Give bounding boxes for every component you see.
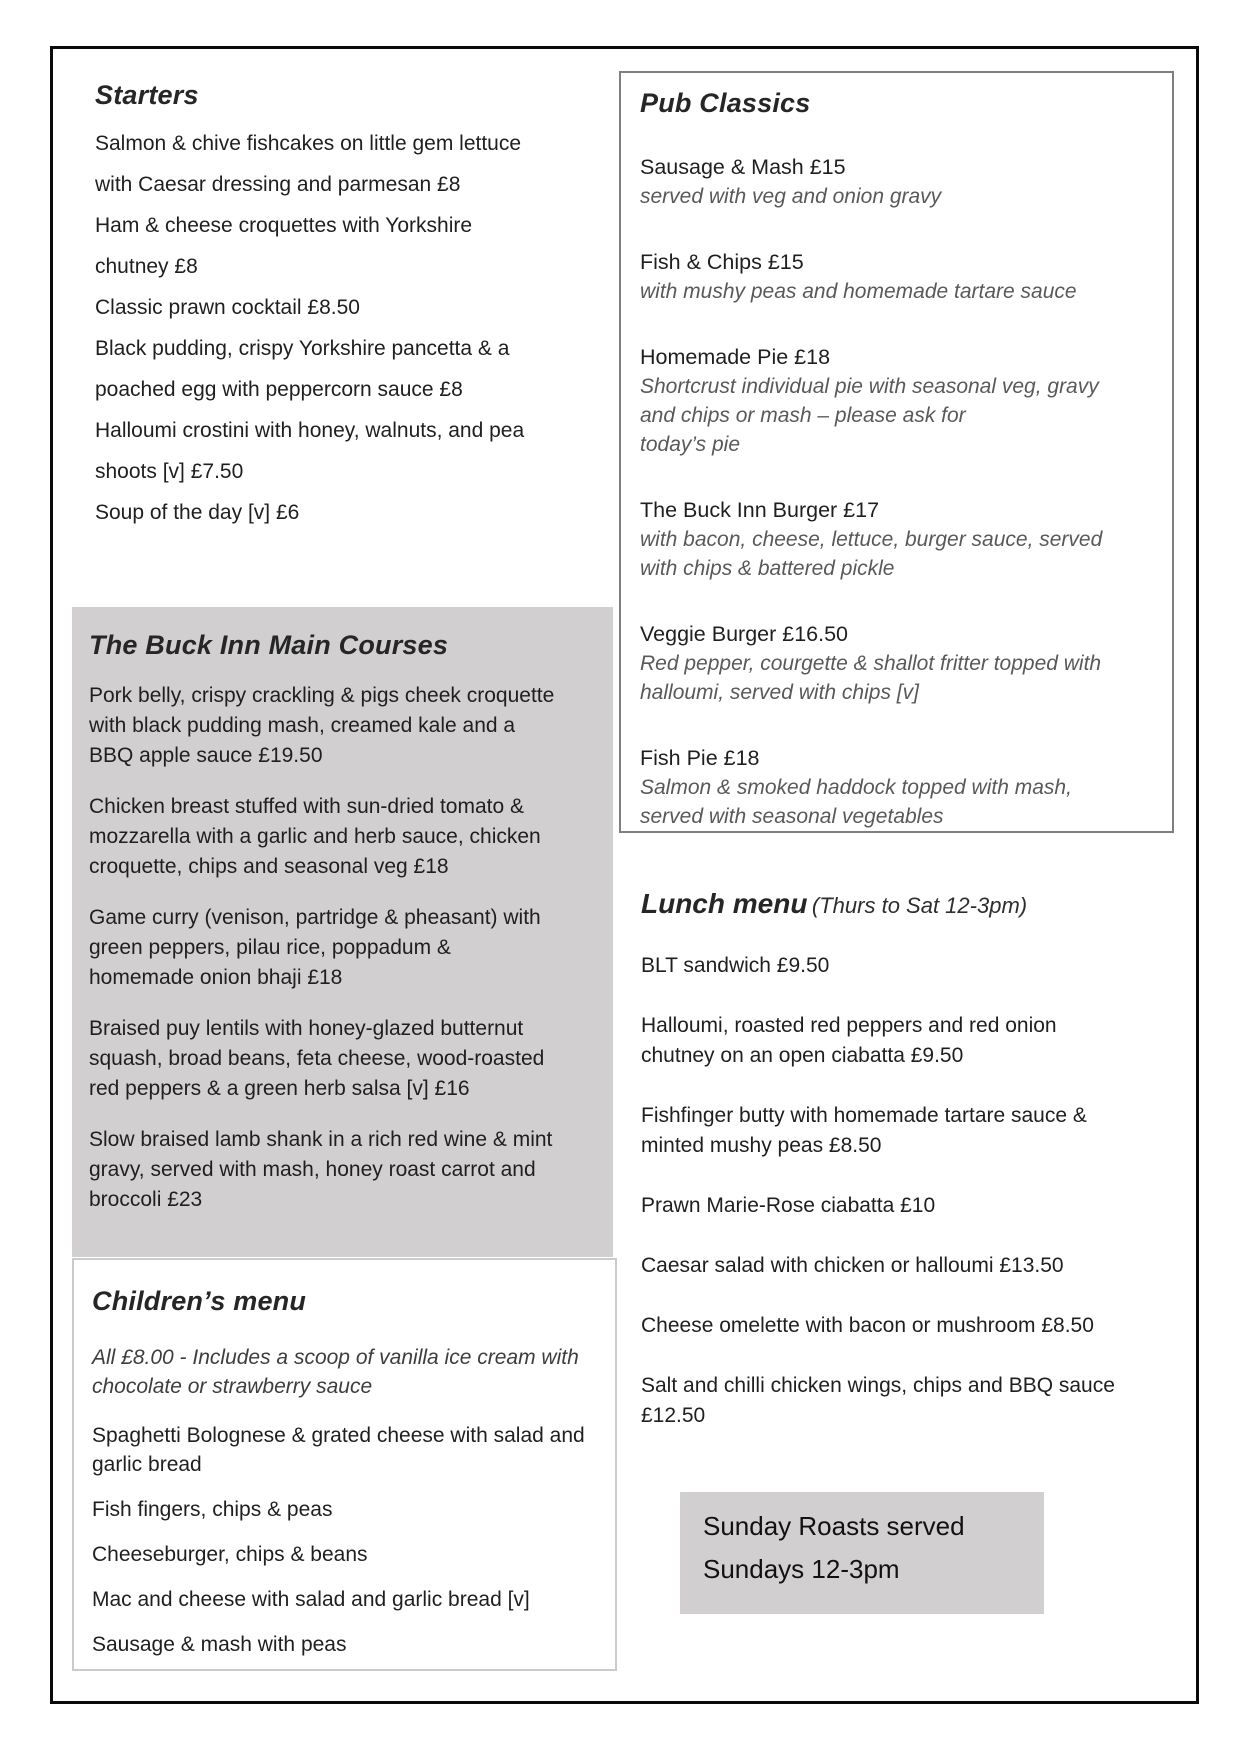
menu-line: halloumi, served with chips [v] — [640, 681, 919, 704]
menu-line: served with veg and onion gravy — [640, 185, 942, 208]
menu-item-description — [640, 277, 1164, 306]
menu-item — [640, 744, 1164, 831]
menu-line: Cheese omelette with bacon or mushroom £8.50 — [641, 1314, 1094, 1337]
menu-item — [89, 903, 603, 993]
menu-item-description — [640, 525, 1164, 583]
sunday-roasts-line: Sunday Roasts served — [703, 1511, 965, 1541]
sunday-roasts-box — [680, 1492, 1044, 1614]
menu-line: with mushy peas and homemade tartare sauce — [640, 280, 1077, 303]
menu-item — [641, 951, 1191, 981]
menu-line: garlic bread — [92, 1453, 202, 1476]
menu-line: Slow braised lamb shank in a rich red wine & mint — [89, 1128, 553, 1151]
pub-classics-items — [640, 153, 1164, 831]
menu-line: green peppers, pilau rice, poppadum & — [89, 936, 451, 959]
menu-line: Game curry (venison, partridge & pheasant) with — [89, 906, 541, 929]
section-pub-classics — [619, 71, 1174, 833]
lunch-menu-items — [641, 951, 1191, 1431]
children-menu-title: Children’s menu — [92, 1286, 307, 1316]
menu-item — [641, 1191, 1191, 1221]
menu-line: Soup of the day [v] £6 — [95, 501, 300, 524]
menu-line: chutney on an open ciabatta £9.50 — [641, 1044, 964, 1067]
menu-item — [89, 681, 603, 771]
menu-item — [89, 1014, 603, 1104]
children-menu-note — [92, 1343, 607, 1401]
menu-line: gravy, served with mash, honey roast carrot and — [89, 1158, 536, 1181]
pub-classics-title: Pub Classics — [640, 88, 811, 118]
menu-line: Black pudding, crispy Yorkshire pancetta & a — [95, 337, 510, 360]
menu-item-name: Veggie Burger £16.50 — [640, 622, 848, 646]
menu-line: Salt and chilli chicken wings, chips and BBQ sauce — [641, 1374, 1115, 1397]
menu-line: Chicken breast stuffed with sun-dried tomato & — [89, 795, 525, 818]
menu-line: chutney £8 — [95, 255, 198, 278]
menu-item — [92, 1585, 607, 1614]
menu-item — [641, 1251, 1191, 1281]
lunch-menu-heading — [641, 885, 1191, 928]
section-starters — [95, 78, 575, 533]
menu-line: Halloumi, roasted red peppers and red onion — [641, 1014, 1057, 1037]
section-children-menu — [72, 1258, 617, 1671]
menu-line: homemade onion bhaji £18 — [89, 966, 343, 989]
menu-item-name: Sausage & Mash £15 — [640, 155, 846, 179]
menu-line: Shortcrust individual pie with seasonal veg, gravy — [640, 375, 1099, 398]
lunch-menu-subtitle: (Thurs to Sat 12-3pm) — [811, 893, 1028, 918]
main-courses-items — [89, 681, 603, 1215]
menu-item — [641, 1101, 1191, 1161]
menu-line: with bacon, cheese, lettuce, burger sauce, served — [640, 528, 1103, 551]
menu-item — [641, 1311, 1191, 1341]
menu-line: Sausage & mash with peas — [92, 1633, 347, 1656]
menu-line: Prawn Marie-Rose ciabatta £10 — [641, 1194, 936, 1217]
menu-item-description — [640, 773, 1164, 831]
menu-line: mozzarella with a garlic and herb sauce, chicken — [89, 825, 541, 848]
menu-line: served with seasonal vegetables — [640, 805, 944, 828]
menu-item — [640, 496, 1164, 583]
menu-item-name: Fish & Chips £15 — [640, 250, 804, 274]
menu-line: with chips & battered pickle — [640, 557, 895, 580]
menu-item — [92, 1630, 607, 1659]
section-main-courses — [72, 607, 613, 1257]
menu-item-name: The Buck Inn Burger £17 — [640, 498, 880, 522]
menu-line: with black pudding mash, creamed kale and a — [89, 714, 516, 737]
menu-line: Salmon & chive fishcakes on little gem lettuce — [95, 132, 522, 155]
menu-line: £12.50 — [641, 1404, 706, 1427]
menu-line: BLT sandwich £9.50 — [641, 954, 830, 977]
menu-item-description — [640, 372, 1164, 459]
menu-item — [89, 792, 603, 882]
menu-line: minted mushy peas £8.50 — [641, 1134, 882, 1157]
starters-title: Starters — [95, 80, 199, 110]
menu-line: Caesar salad with chicken or halloumi £13.50 — [641, 1254, 1064, 1277]
menu-item — [640, 248, 1164, 306]
menu-line: poached egg with peppercorn sauce £8 — [95, 378, 463, 401]
menu-line: BBQ apple sauce £19.50 — [89, 744, 323, 767]
menu-item — [92, 1495, 607, 1524]
menu-item-description — [640, 182, 1164, 211]
menu-line: Fishfinger butty with homemade tartare sauce & — [641, 1104, 1087, 1127]
menu-line: today’s pie — [640, 433, 741, 456]
menu-line: Spaghetti Bolognese & grated cheese with salad and — [92, 1424, 585, 1447]
menu-item — [89, 1125, 603, 1215]
menu-item-name: Fish Pie £18 — [640, 746, 760, 770]
menu-line: Mac and cheese with salad and garlic bread [v] — [92, 1588, 530, 1611]
note-line: All £8.00 - Includes a scoop of vanilla ice cream with — [92, 1346, 579, 1369]
menu-item-name: Homemade Pie £18 — [640, 345, 831, 369]
menu-line: croquette, chips and seasonal veg £18 — [89, 855, 449, 878]
menu-line: Classic prawn cocktail £8.50 — [95, 296, 360, 319]
sunday-roasts-line: Sundays 12-3pm — [703, 1554, 900, 1584]
menu-line: Red pepper, courgette & shallot fritter topped with — [640, 652, 1102, 675]
menu-item — [641, 1371, 1191, 1431]
menu-line: broccoli £23 — [89, 1188, 203, 1211]
starters-items — [95, 123, 575, 533]
menu-item — [640, 153, 1164, 211]
menu-line: and chips or mash – please ask for — [640, 404, 966, 427]
menu-line: Salmon & smoked haddock topped with mash, — [640, 776, 1072, 799]
menu-item — [92, 1540, 607, 1569]
lunch-menu-title: Lunch menu — [641, 888, 808, 919]
section-lunch-menu — [641, 885, 1191, 1461]
menu-item — [640, 620, 1164, 707]
menu-line: Pork belly, crispy crackling & pigs cheek croquette — [89, 684, 555, 707]
menu-line: Fish fingers, chips & peas — [92, 1498, 333, 1521]
menu-line: shoots [v] £7.50 — [95, 460, 244, 483]
main-courses-title: The Buck Inn Main Courses — [89, 630, 449, 660]
menu-line: Halloumi crostini with honey, walnuts, and pea — [95, 419, 525, 442]
menu-line: Braised puy lentils with honey-glazed butternut — [89, 1017, 524, 1040]
menu-item — [92, 1421, 607, 1479]
menu-line: with Caesar dressing and parmesan £8 — [95, 173, 461, 196]
menu-item — [641, 1011, 1191, 1071]
menu-line: squash, broad beans, feta cheese, wood-roasted — [89, 1047, 545, 1070]
menu-line: Cheeseburger, chips & beans — [92, 1543, 368, 1566]
menu-item — [640, 343, 1164, 459]
note-line: chocolate or strawberry sauce — [92, 1375, 373, 1398]
children-menu-items — [92, 1421, 607, 1659]
menu-item-description — [640, 649, 1164, 707]
menu-line: Ham & cheese croquettes with Yorkshire — [95, 214, 473, 237]
menu-line: red peppers & a green herb salsa [v] £16 — [89, 1077, 470, 1100]
